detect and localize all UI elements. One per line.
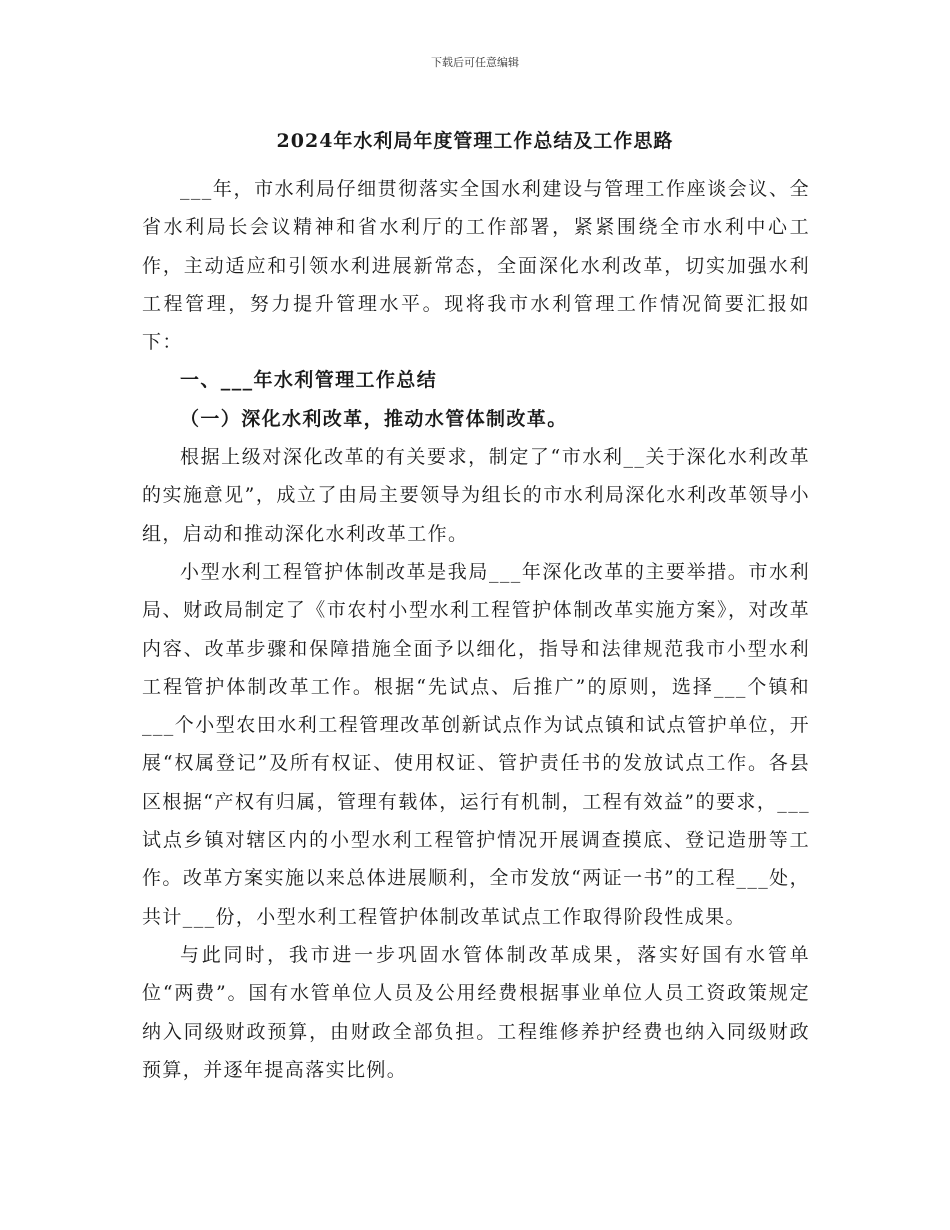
document-body [142, 170, 810, 1089]
body-paragraph: 与此同时，我市进一步巩固水管体制改革成果，落实好国有水管单位“两费”。国有水管单位人员及公用经费根据事业单位人员工资政策规定纳入同级财政预算，由财政全部负担。工程维修养护经费也纳入同级财政预算，并逐年提高落实比例。 [142, 943, 810, 1081]
header-note: 下载后可任意编辑 [431, 56, 519, 69]
document-title: 2024年水利局年度管理工作总结及工作思路 [276, 130, 674, 152]
section-heading: 一、___年水利管理工作总结 [180, 369, 438, 392]
subsection-heading: （一）深化水利改革，推动水管体制改革。 [180, 407, 568, 430]
intro-paragraph: ___年，市水利局仔细贯彻落实全国水利建设与管理工作座谈会议、全省水利局长会议精神和省水利厅的工作部署，紧紧围绕全市水利中心工作，主动适应和引领水利进展新常态，全面深化水利改革，切实加强水利工程管理，努力提升管理水平。现将我市水利管理工作情况简要汇报如下： [142, 178, 810, 354]
body-paragraph: 小型水利工程管护体制改革是我局___年深化改革的主要举措。市水利局、财政局制定了《市农村小型水利工程管护体制改革实施方案》，对改革内容、改革步骤和保障措施全面予以细化，指导和法律规范我市小型水利工程管护体制改革工作。根据“先试点、后推广”的原则，选择___个镇和___个小型农田水利工程管理改革创新试点作为试点镇和试点管护单位，开展“权属登记”及所有权证、使用权证、管护责任书的发放试点工作。各县区根据“产权有归属，管理有载体，运行有机制，工程有效益”的要求，___试点乡镇对辖区内的小型水利工程管护情况开展调查摸底、登记造册等工作。改革方案实施以来总体进展顺利，全市发放“两证一书”的工程___处，共计___份，小型水利工程管护体制改革试点工作取得阶段性成果。 [142, 560, 810, 928]
body-paragraph: 根据上级对深化改革的有关要求，制定了“市水利__关于深化水利改革的实施意见”，成立了由局主要领导为组长的市水利局深化水利改革领导小组，启动和推动深化水利改革工作。 [142, 446, 810, 545]
